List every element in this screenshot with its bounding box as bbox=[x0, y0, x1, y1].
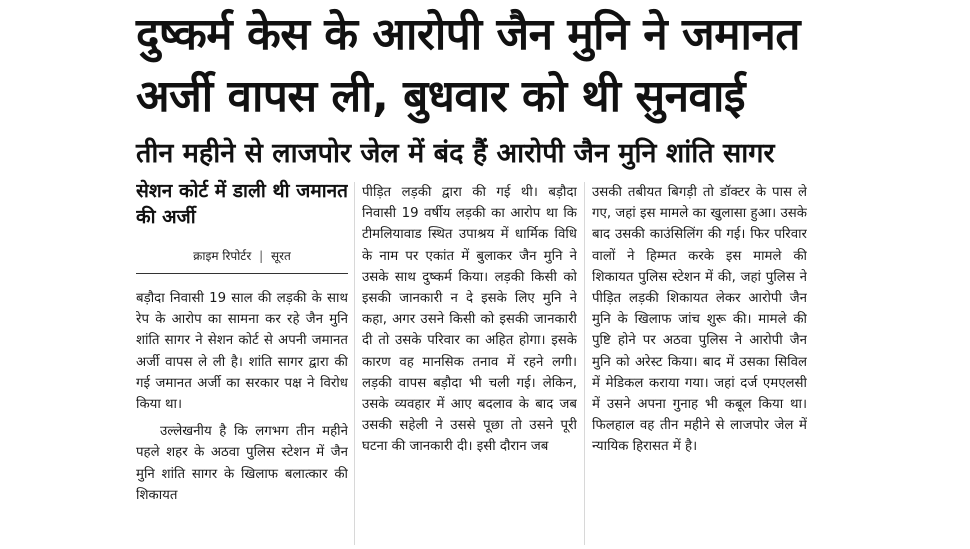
byline-reporter: क्राइम रिपोर्टर bbox=[193, 249, 252, 263]
byline-rule bbox=[136, 273, 348, 274]
article-column-3 bbox=[592, 182, 807, 549]
column-divider bbox=[584, 182, 585, 545]
byline-location: सूरत bbox=[270, 249, 291, 263]
article-column-1 bbox=[136, 178, 348, 545]
sidebar-heading: सेशन कोर्ट में डाली थी जमानत की अर्जी bbox=[136, 180, 348, 228]
subheadline: तीन महीने से लाजपोर जेल में बंद हैं आरोपी जैन मुनि शांति सागर bbox=[136, 138, 775, 169]
byline bbox=[136, 248, 348, 264]
body-paragraph: पीड़ित लड़की द्वारा की गई थी। बड़ौदा निवासी 19 वर्षीय लड़की का आरोप था कि टीमलियावाड स्थित उपाश्रय में धार्मिक विधि के नाम पर एकांत में बुलाकर जैन मुनि ने उसके साथ दुष्कर्म किया। लड़की किसी को इसकी जानकारी न दे इसके लिए मुनि ने कहा, अगर उसने किसी को इसकी जानकारी दी तो उसके परिवार का अहित होगा। इसके कारण वह मानसिक तनाव में रहने लगी। लड़की वापस बड़ौदा भी चली गई। लेकिन, उसके व्यवहार में आए बदलाव के बाद जब उसकी सहेली ने उससे पूछा तो उसने पूरी घटना की जानकारी दी। इसी दौरान जब bbox=[362, 185, 577, 455]
article-column-2 bbox=[362, 182, 577, 549]
byline-separator: | bbox=[259, 249, 264, 263]
body-paragraph: उसकी तबीयत बिगड़ी तो डॉक्टर के पास ले गए, जहां इस मामले का खुलासा हुआ। उसके बाद उसकी काउंसिलिंग की गई। फिर परिवार वालों ने हिम्मत करके इस मामले की शिकायत पुलिस स्टेशन में की, जहां पुलिस ने पीड़ित लड़की शिकायत लेकर आरोपी जैन मुनि के खिलाफ जांच शुरू की। मामले की पुष्टि होने पर अठवा पुलिस ने आरोपी जैन मुनि को अरेस्ट किया। बाद में उसका सिविल में मेडिकल कराया गया। जहां दर्ज एमएलसी में उसने अपना गुनाह भी कबूल किया था। फिलहाल वह तीन महीने से लाजपोर जेल में न्यायिक हिरासत में है। bbox=[592, 185, 807, 455]
column-divider bbox=[354, 182, 355, 545]
body-paragraph: बड़ौदा निवासी 19 साल की लड़की के साथ रेप के आरोप का सामना कर रहे जैन मुनि शांति सागर ने सेशन कोर्ट से अपनी जमानत अर्जी वापस ले ली है। शांति सागर द्वारा की गई जमानत अर्जी का सरकार पक्ष ने विरोध किया था। bbox=[136, 291, 348, 413]
headline: दुष्कर्म केस के आरोपी जैन मुनि ने जमानत अर्जी वापस ली, बुधवार को थी सुनवाई bbox=[136, 9, 800, 122]
body-paragraph: उल्लेखनीय है कि लगभग तीन महीने पहले शहर के अठवा पुलिस स्टेशन में जैन मुनि शांति सागर के खिलाफ बलात्कार की शिकायत bbox=[136, 424, 348, 503]
